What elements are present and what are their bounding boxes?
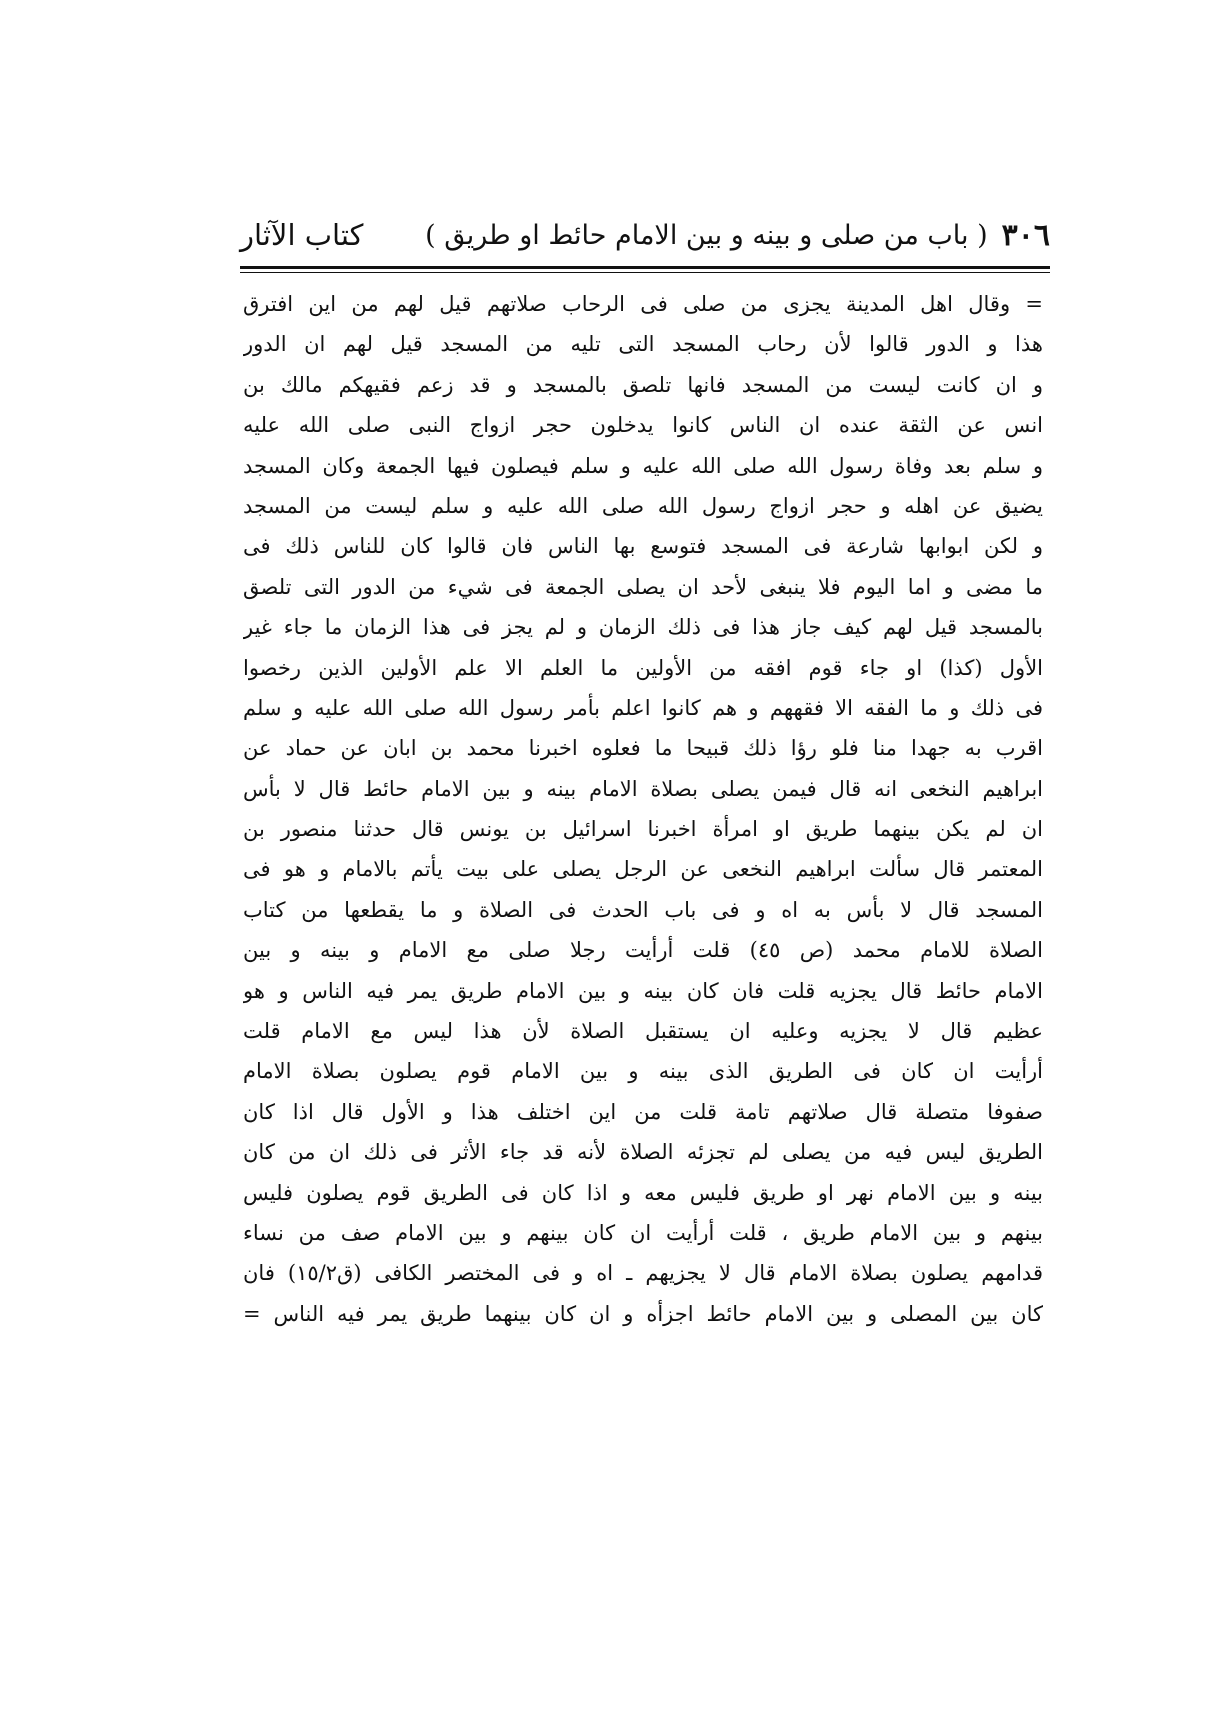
text-line: كان بين المصلى و بين الامام حائط اجزأه و ان كان بينهما طريق يمر فيه الناس = — [243, 1301, 1043, 1326]
text-line: و سلم بعد وفاة رسول الله صلى الله عليه و سلم فيصلون فيها الجمعة وكان المسجد — [243, 453, 1043, 478]
book-title: كتاب الآثار — [240, 218, 364, 252]
text-line: عظيم قال لا يجزيه وعليه ان يستقبل الصلاة لأن هذا ليس مع الامام قلت — [243, 1019, 1043, 1044]
running-title: ( باب من صلى و بينه و بين الامام حائط او طريق ) — [425, 219, 988, 251]
text-line: الصلاة للامام محمد (ص ٤٥) قلت أرأيت رجلا صلى مع الامام و بينه و بين — [243, 938, 1043, 963]
page-number: ٣٠٦ — [1001, 217, 1050, 253]
text-line: انس عن الثقة عنده ان الناس كانوا يدخلون حجر ازواج النبى صلى الله عليه — [243, 413, 1043, 438]
text-line: ان لم يكن بينهما طريق او امرأة اخبرنا اسرائيل بن يونس قال حدثنا منصور بن — [243, 817, 1043, 842]
text-line: ابراهيم النخعى انه قال فيمن يصلى بصلاة الامام بينه و بين الامام حائط قال لا بأس — [243, 776, 1043, 801]
body-text — [243, 284, 1043, 1334]
text-line: أرأيت ان كان فى الطريق الذى بينه و بين الامام قوم يصلون بصلاة الامام — [243, 1059, 1043, 1084]
text-line: و ان كانت ليست من المسجد فانها تلصق بالمسجد و قد زعم فقيهكم مالك بن — [243, 372, 1043, 397]
text-line: = وقال اهل المدينة يجزى من صلى فى الرحاب صلاتهم قيل لهم من اين افترق — [243, 292, 1043, 316]
text-line: بالمسجد قيل لهم كيف جاز هذا فى ذلك الزمان و لم يجز فى هذا الزمان ما جاء غير — [243, 615, 1043, 640]
text-line: صفوفا متصلة قال صلاتهم تامة قلت من اين اختلف هذا و الأول قال اذا كان — [243, 1099, 1043, 1124]
text-line: بينهم و بين الامام طريق ، قلت أرأيت ان كان بينهم و بين الامام صف من نساء — [243, 1220, 1043, 1245]
text-line: ما مضى و اما اليوم فلا ينبغى لأحد ان يصلى الجمعة فى شيء من الدور التى تلصق — [243, 574, 1043, 599]
text-line: و لكن ابوابها شارعة فى المسجد فتوسع بها الناس فان قالوا كان للناس ذلك فى — [243, 534, 1043, 559]
text-line: هذا و الدور قالوا لأن رحاب المسجد التى تليه من المسجد قيل لهم ان الدور — [243, 332, 1043, 357]
text-line: يضيق عن اهله و حجر ازواج رسول الله صلى الله عليه و سلم ليست من المسجد — [243, 493, 1043, 518]
text-line: المسجد قال لا بأس به اه و فى باب الحدث فى الصلاة و ما يقطعها من كتاب — [243, 897, 1043, 922]
text-line: المعتمر قال سألت ابراهيم النخعى عن الرجل يصلى على بيت يأتم بالامام و هو فى — [243, 857, 1043, 882]
header-rule-thick — [240, 266, 1050, 269]
text-line: اقرب به جهدا منا فلو رؤا ذلك قبيحا ما فعلوه اخبرنا محمد بن ابان عن حماد عن — [243, 736, 1043, 761]
text-line: فى ذلك و ما الفقه الا فقههم و هم كانوا اعلم بأمر رسول الله صلى الله عليه و سلم — [243, 695, 1043, 720]
page-header — [240, 212, 1050, 258]
text-line: الامام حائط قال يجزيه قلت فان كان بينه و بين الامام طريق يمر فيه الناس و هو — [243, 978, 1043, 1003]
text-line: الأول (كذا) او جاء قوم افقه من الأولين ما العلم الا علم الأولين الذين رخصوا — [243, 655, 1043, 680]
text-line: قدامهم يصلون بصلاة الامام قال لا يجزيهم ـ اه و فى المختصر الكافى (ق١٥/٢) فان — [243, 1261, 1043, 1286]
text-line: الطريق ليس فيه من يصلى لم تجزئه الصلاة لأنه قد جاء الأثر فى ذلك ان من كان — [243, 1140, 1043, 1165]
header-rule-thin — [240, 272, 1050, 273]
text-line: بينه و بين الامام نهر او طريق فليس معه و اذا كان فى الطريق قوم يصلون فليس — [243, 1180, 1043, 1205]
